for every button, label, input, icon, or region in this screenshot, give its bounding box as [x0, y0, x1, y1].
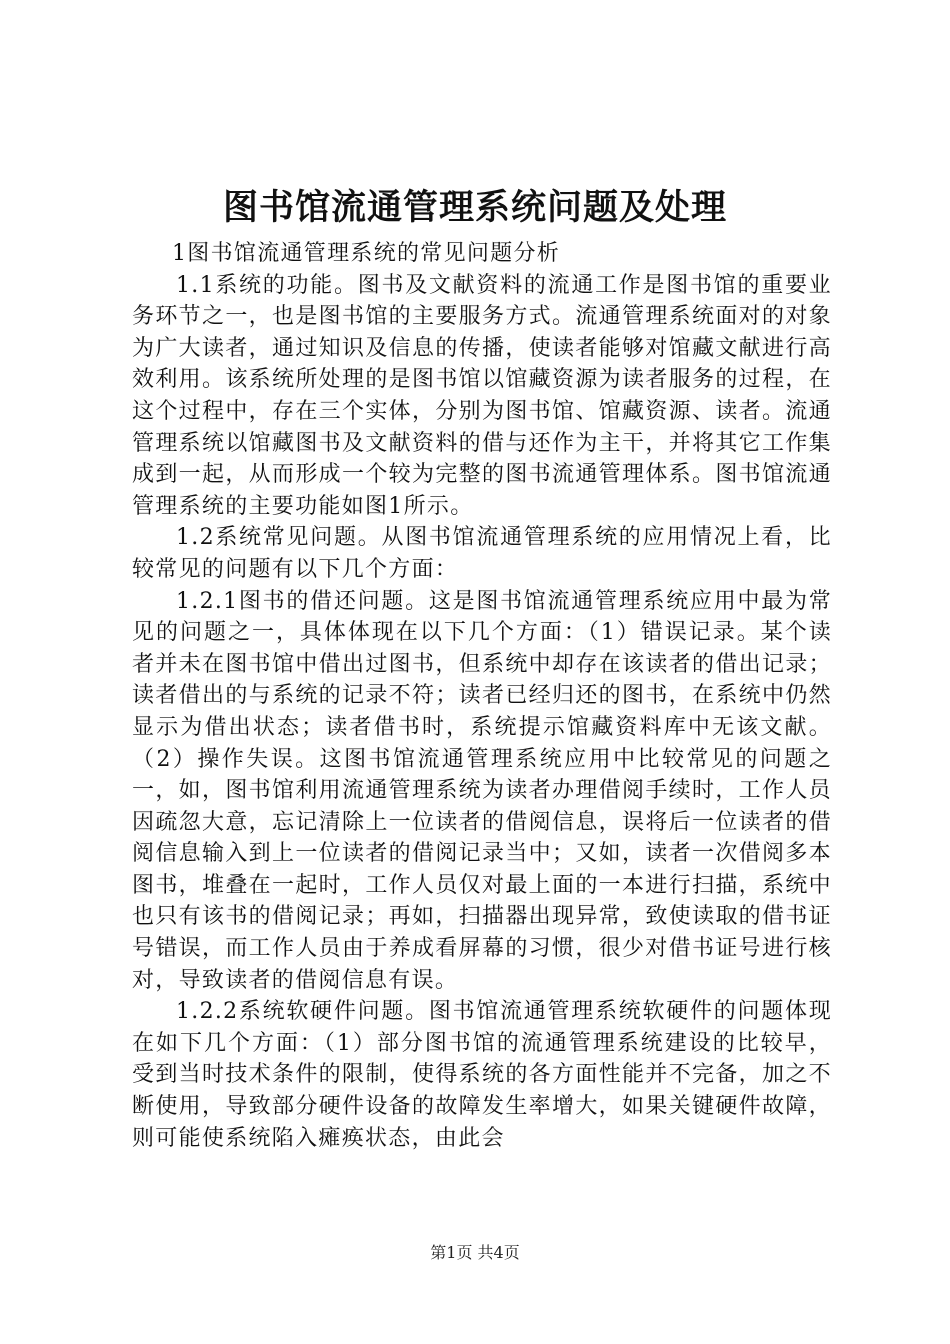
paragraph-common-problems: 1.2系统常见问题。从图书馆流通管理系统的应用情况上看，比较常见的问题有以下几个方面：: [132, 525, 832, 582]
paragraph-system-functions: 1.1系统的功能。图书及文献资料的流通工作是图书馆的重要业务环节之一，也是图书馆的主要服务方式。流通管理系统面对的对象为广大读者，通过知识及信息的传播，使读者能够对馆藏文献进行高效利用。该系统所处理的是图书馆以馆藏资源为读者服务的过程，在这个过程中，存在三个实体，分别为图书馆、馆藏资源、读者。流通管理系统以馆藏图书及文献资料的借与还作为主干，并将其它工作集成到一起，从而形成一个较为完整的图书流通管理体系。图书馆流通管理系统的主要功能如图1所示。: [132, 272, 832, 519]
section-heading: 1图书馆流通管理系统的常见问题分析: [172, 241, 561, 266]
document-title: 图书馆流通管理系统问题及处理: [222, 188, 727, 228]
paragraph-software-hardware-issues: 1.2.2系统软硬件问题。图书馆流通管理系统软硬件的问题体现在如下几个方面：（1）部分图书馆的流通管理系统建设的比较早，受到当时技术条件的限制，使得系统的各方面性能并不完备，加之不断使用，导致部分硬件设备的故障发生率增大，如果关键硬件故障，则可能使系统陷入瘫痪状态，由此会: [132, 999, 832, 1151]
paragraph-borrow-return-issues: 1.2.1图书的借还问题。这是图书馆流通管理系统应用中最为常见的问题之一，具体体现在以下几个方面：（1）错误记录。某个读者并未在图书馆中借出过图书，但系统中却存在该读者的借出记录；读者借出的与系统的记录不符；读者已经归还的图书，在系统中仍然显示为借出状态；读者借书时，系统提示馆藏资料库中无该文献。（2）操作失误。这图书馆流通管理系统应用中比较常见的问题之一，如，图书馆利用流通管理系统为读者办理借阅手续时，工作人员因疏忽大意，忘记清除上一位读者的借阅信息，误将后一位读者的借阅信息输入到上一位读者的借阅记录当中；又如，读者一次借阅多本图书，堆叠在一起时，工作人员仅对最上面的一本进行扫描，系统中也只有该书的借阅记录；再如，扫描器出现异常，致使读取的借书证号错误，而工作人员由于养成看屏幕的习惯，很少对借书证号进行核对，导致读者的借阅信息有误。: [132, 588, 832, 993]
document-body: [132, 238, 832, 1154]
page-footer: 第1页 共4页: [430, 1243, 520, 1262]
